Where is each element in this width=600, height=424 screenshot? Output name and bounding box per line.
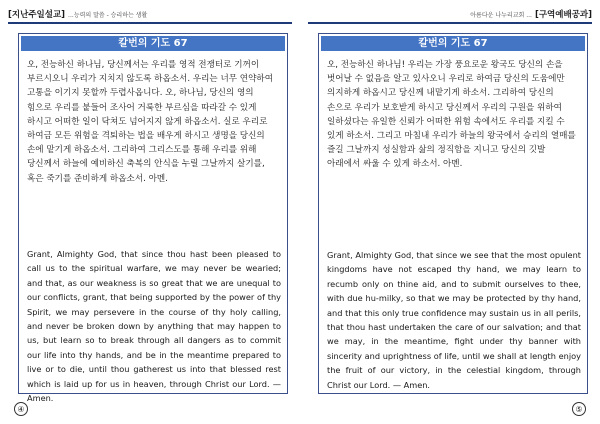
prayer-title: 칼번의 기도 67 [321, 36, 585, 51]
header-subtitle: 아름다운 나누리교회 ... [470, 12, 532, 19]
english-prayer-text: Grant, Almighty God, that since we see that the most opulent kingdoms have not escaped thy hand, we may learn to recumb only on thine aid, and to submit ourselves to thee, with due hu-milky, so that we may be protected by thy hand, and that this only true confidence may sustain us in all perils, that thou hast undertaken the care of our salvation; and that we may, in the meantime, fight under thy banner with sincerity and uprightness of life, until we shall at length enjoy the fruit of our victory, in the celestial kingdom, through Christ our Lord. — Amen. [327, 250, 581, 390]
korean-prayer-text: 오, 전능하신 하나님, 당신께서는 우리를 영적 전쟁터로 기꺼이 부르시오니 우리가 지치지 않도록 하옵소서. 우리는 너무 연약하여 고통을 이기지 못할까 두렵사옵니다. 오, 하나님, 당신의 영의 힘으로 우리를 붙들어 조사어 거룩한 부르심을 따라갈 수 있게 하시고 어떠한 일이 닥쳐도 넘어지지 않게 하옵소서. 실로 우리로 하여금 모든 위험을 격퇴하는 법을 배우게 하시고 생명을 당신의 손에 맡기게 하옵소서. 그리하여 그리스도를 통해 우리를 위해 당신께서 하늘에 예비하신 축복의 안식을 누릴 그날까지 살기를, 혹은 죽기를 준비하게 하옵소서. 아멘. [27, 60, 273, 184]
prayer-box [318, 33, 588, 394]
header-subtitle: ...능력의 말씀 - 승리하는 생활 [68, 12, 148, 19]
page-header [8, 8, 150, 22]
header-divider [308, 22, 592, 24]
prayer-box [18, 33, 288, 404]
page-number: ④ [14, 402, 28, 416]
right-page [300, 0, 600, 424]
header-section-label: [구역예배공과] [534, 10, 592, 20]
header-section-label: [지난주일설교] [8, 10, 66, 20]
page-number: ⑤ [572, 402, 586, 416]
prayer-title: 칼번의 기도 67 [21, 36, 285, 51]
english-prayer-text: Grant, Almighty God, that since thou hast been pleased to call us to the spiritual warfare, we may never be wearied; and that, as our weakness is so great that we are unequal to our conflicts, grant, that being supported by the power of thy Spirit, we may persevere in the course of thy holy calling, and never be broken down by anything that may happen to us, but learn so to break through all dangers as to commit our life into thy hands, and be in the meantime prepared to live or to die, until thou gatherest us into that blessed rest which is laid up for us in heaven, through Christ our Lord. — Amen. [27, 249, 281, 404]
korean-prayer-text: 오, 전능하신 하나님! 우리는 가장 풍요로운 왕국도 당신의 손을 벗어날 수 없음을 알고 있사오니 우리로 하여금 당신의 도움에만 의지하게 하옵시고 당신께 내맡기게 하소서. 그리하여 당신의 손으로 우리가 보호받게 하시고 당신께서 우리의 구원을 위하여 일하셨다는 유일한 신뢰가 어떠한 위험 속에서도 우리를 지킬 수 있게 하소서. 그리고 마침내 우리가 하늘의 왕국에서 승리의 열매를 즐길 그날까지 성실함과 삶의 정직함을 지니고 당신의 깃발 아래에서 싸울 수 있게 하소서. 아멘. [327, 60, 576, 170]
header-divider [8, 22, 292, 24]
page-header [467, 8, 592, 22]
